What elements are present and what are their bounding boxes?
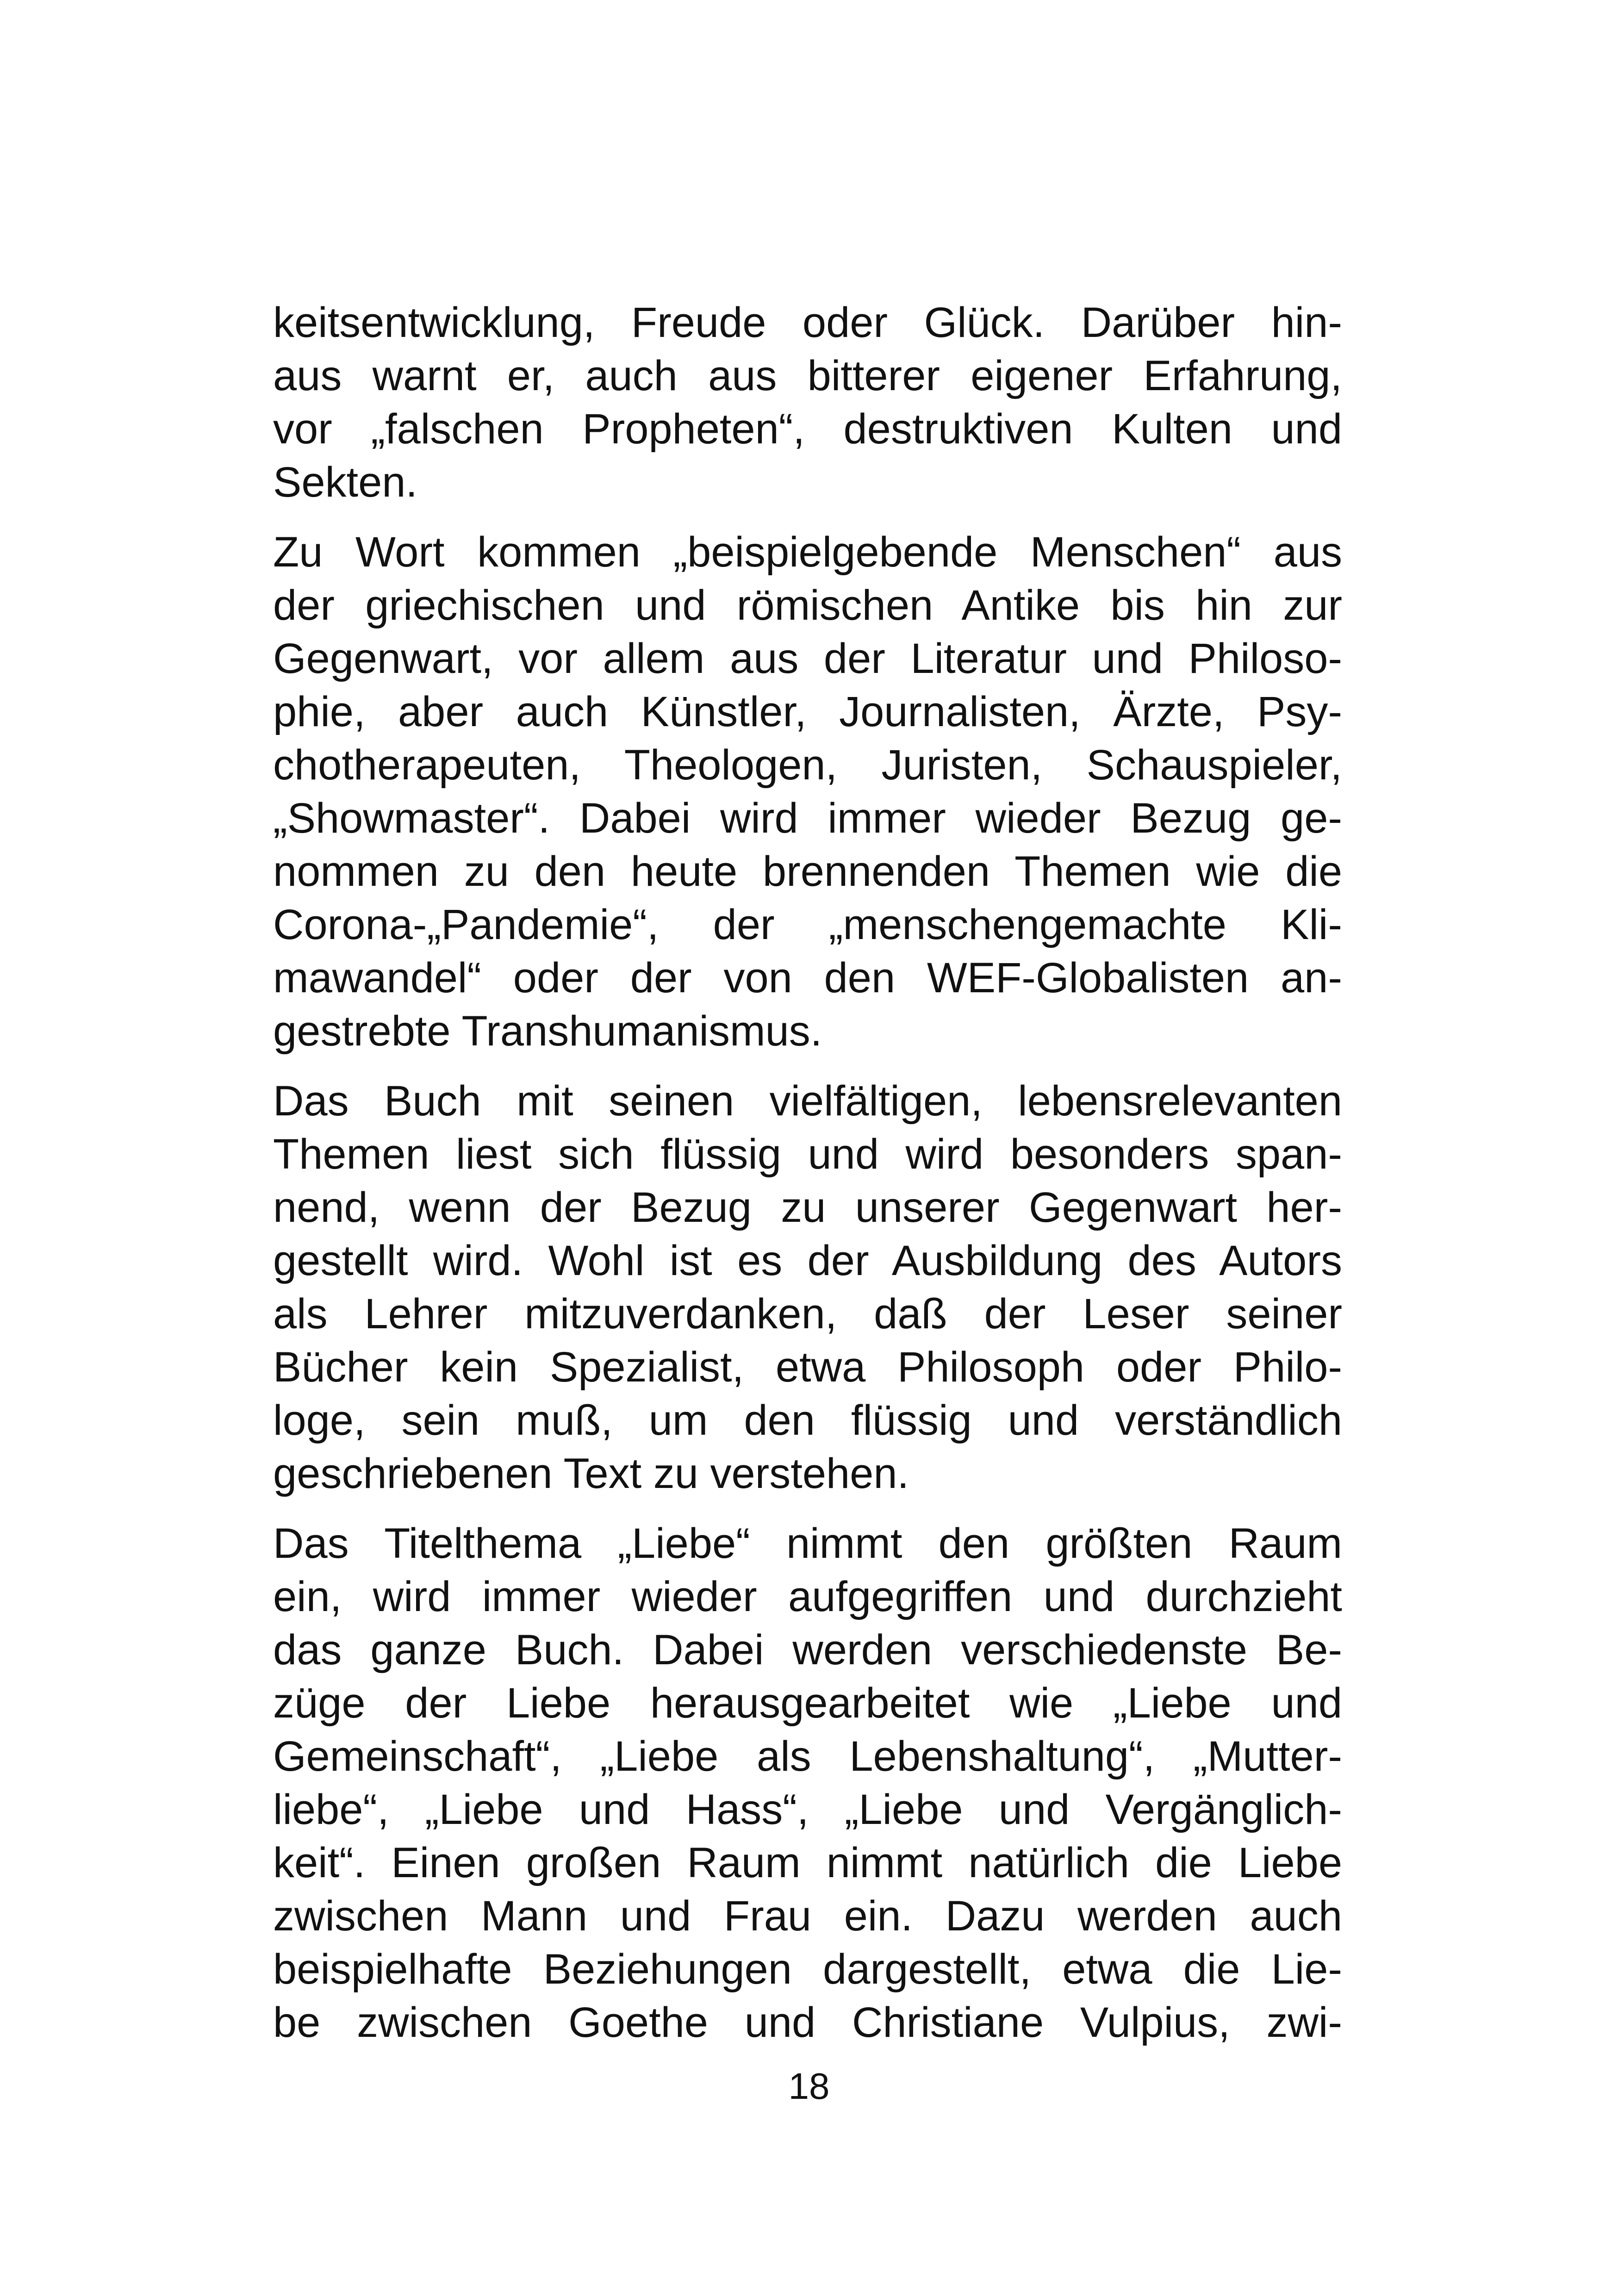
paragraph-4 bbox=[273, 1517, 1342, 2049]
text-line: Gemeinschaft“, „Liebe als Lebenshaltung“, „Mutter- bbox=[273, 1733, 1342, 1780]
body-text bbox=[273, 296, 1342, 2066]
text-line: als Lehrer mitzuverdanken, daß der Leser seiner bbox=[273, 1290, 1342, 1338]
text-line: phie, aber auch Künstler, Journalisten, Ärzte, Psy- bbox=[273, 688, 1342, 735]
text-line: vor „falschen Propheten“, destruktiven Kulten und bbox=[273, 405, 1342, 453]
text-line: Zu Wort kommen „beispielgebende Menschen“ aus bbox=[273, 529, 1342, 576]
text-line: züge der Liebe herausgearbeitet wie „Liebe und bbox=[273, 1680, 1342, 1727]
text-line: Themen liest sich flüssig und wird besonders span- bbox=[273, 1131, 1342, 1178]
text-line: ein, wird immer wieder aufgegriffen und durchzieht bbox=[273, 1573, 1342, 1620]
text-line: keit“. Einen großen Raum nimmt natürlich die Liebe bbox=[273, 1839, 1342, 1886]
text-line: aus warnt er, auch aus bitterer eigener Erfahrung, bbox=[273, 352, 1342, 399]
text-line: nend, wenn der Bezug zu unserer Gegenwart her- bbox=[273, 1184, 1342, 1231]
text-line: chotherapeuten, Theologen, Juristen, Schauspieler, bbox=[273, 741, 1342, 789]
text-line: Bücher kein Spezialist, etwa Philosoph oder Philo- bbox=[273, 1344, 1342, 1391]
text-line: geschriebenen Text zu verstehen. bbox=[273, 1450, 909, 1497]
text-line: „Showmaster“. Dabei wird immer wieder Bezug ge- bbox=[273, 795, 1342, 842]
text-line: der griechischen und römischen Antike bis hin zur bbox=[273, 582, 1342, 629]
text-line: beispielhafte Beziehungen dargestellt, etwa die Lie- bbox=[273, 1946, 1342, 1993]
text-line: liebe“, „Liebe und Hass“, „Liebe und Vergänglich- bbox=[273, 1786, 1342, 1833]
text-line: loge, sein muß, um den flüssig und verständlich bbox=[273, 1397, 1342, 1444]
text-line: Corona-„Pandemie“, der „menschengemachte Kli- bbox=[273, 901, 1342, 948]
page-number: 18 bbox=[788, 2066, 830, 2107]
text-line: Das Buch mit seinen vielfältigen, lebensrelevanten bbox=[273, 1077, 1342, 1125]
text-line: Das Titelthema „Liebe“ nimmt den größten Raum bbox=[273, 1520, 1342, 1567]
text-line: keitsentwicklung, Freude oder Glück. Darüber hin- bbox=[273, 299, 1342, 346]
text-line: gestellt wird. Wohl ist es der Ausbildung des Autors bbox=[273, 1237, 1342, 1284]
paragraph-3 bbox=[273, 1075, 1342, 1500]
text-line: be zwischen Goethe und Christiane Vulpius, zwi- bbox=[273, 1999, 1342, 2046]
paragraph-1 bbox=[273, 296, 1342, 509]
text-line: das ganze Buch. Dabei werden verschiedenste Be- bbox=[273, 1626, 1342, 1674]
text-line: Gegenwart, vor allem aus der Literatur und Philoso- bbox=[273, 635, 1342, 682]
text-line: gestrebte Transhumanismus. bbox=[273, 1008, 822, 1055]
text-line: mawandel“ oder der von den WEF-Globalisten an- bbox=[273, 954, 1342, 1002]
text-line: Sekten. bbox=[273, 459, 417, 506]
text-line: zwischen Mann und Frau ein. Dazu werden auch bbox=[273, 1892, 1342, 1940]
paragraph-2 bbox=[273, 526, 1342, 1058]
text-line: nommen zu den heute brennenden Themen wie die bbox=[273, 848, 1342, 895]
